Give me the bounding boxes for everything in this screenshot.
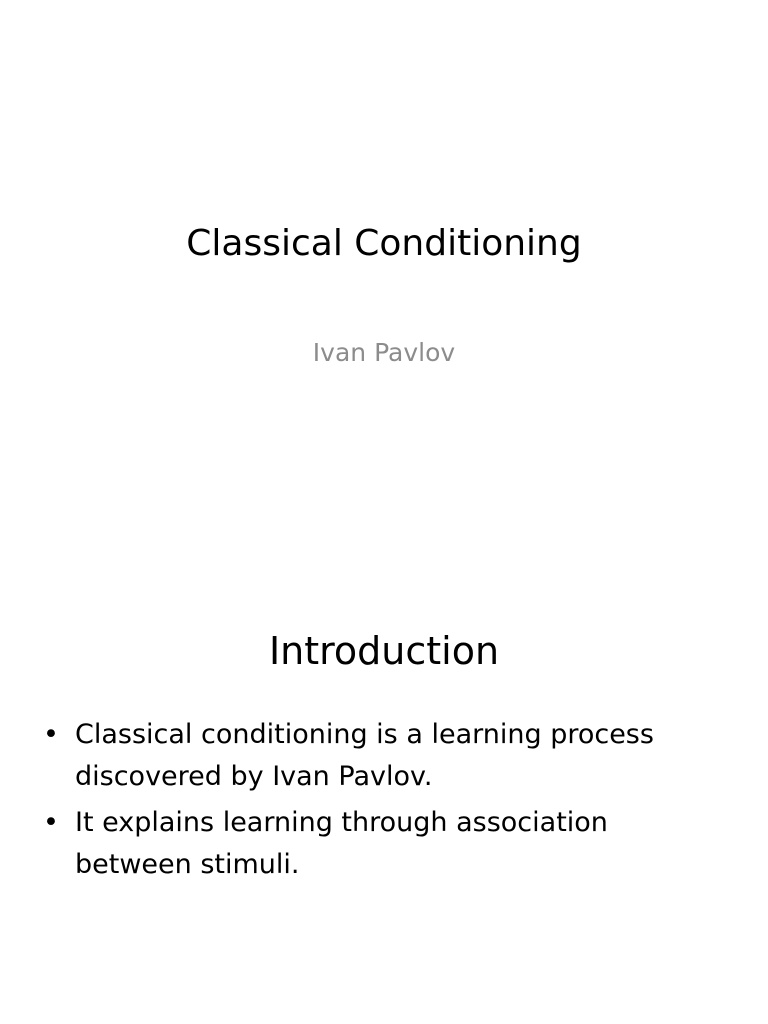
bullet-icon: • [43,807,59,838]
bullet-item [40,714,700,798]
slide-title: Introduction [268,629,500,673]
slide-title: Classical Conditioning [186,223,582,264]
bullet-icon: • [43,719,59,750]
bullet-text: Classical conditioning is a learning process discovered by Ivan Pavlov. [75,719,654,792]
introduction-slide [0,512,768,1024]
bullet-text: It explains learning through association between stimuli. [75,807,608,880]
bullet-item [40,802,700,886]
slide-subtitle: Ivan Pavlov [312,338,456,367]
bullet-list [40,714,700,890]
